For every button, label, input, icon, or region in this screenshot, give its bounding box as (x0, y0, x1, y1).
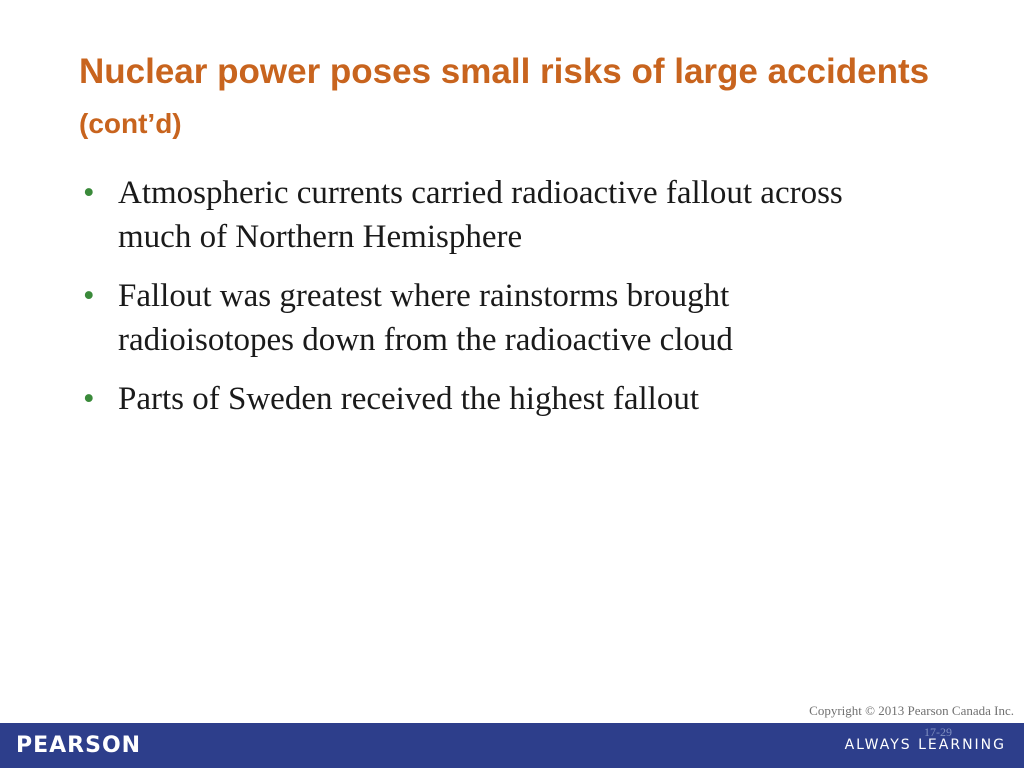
bullet-item (80, 377, 910, 421)
slide-title (79, 47, 959, 149)
bullet-marker: • (83, 278, 95, 314)
bullet-marker: • (83, 381, 95, 417)
slide-title-suffix: (cont’d) (79, 108, 182, 139)
slide-title-main: Nuclear power poses small risks of large accidents (79, 52, 930, 91)
bullet-text: Parts of Sweden received the highest fallout (118, 381, 699, 417)
bullet-text: Fallout was greatest where rainstorms brought radioisotopes down from the radioactive cloud (118, 278, 733, 358)
bullet-marker: • (83, 175, 95, 211)
bullet-item (80, 274, 910, 362)
page-number: 17-29 (924, 725, 952, 739)
bullet-text: Atmospheric currents carried radioactive fallout across much of Northern Hemisphere (118, 175, 843, 255)
bullet-list (80, 171, 910, 436)
copyright-notice: Copyright © 2013 Pearson Canada Inc. (809, 703, 1014, 718)
bullet-item (80, 171, 910, 259)
footer-bar (0, 723, 1024, 768)
pearson-logo: PEARSON (16, 733, 142, 758)
footer-tagline: ALWAYS LEARNING (844, 737, 1006, 753)
